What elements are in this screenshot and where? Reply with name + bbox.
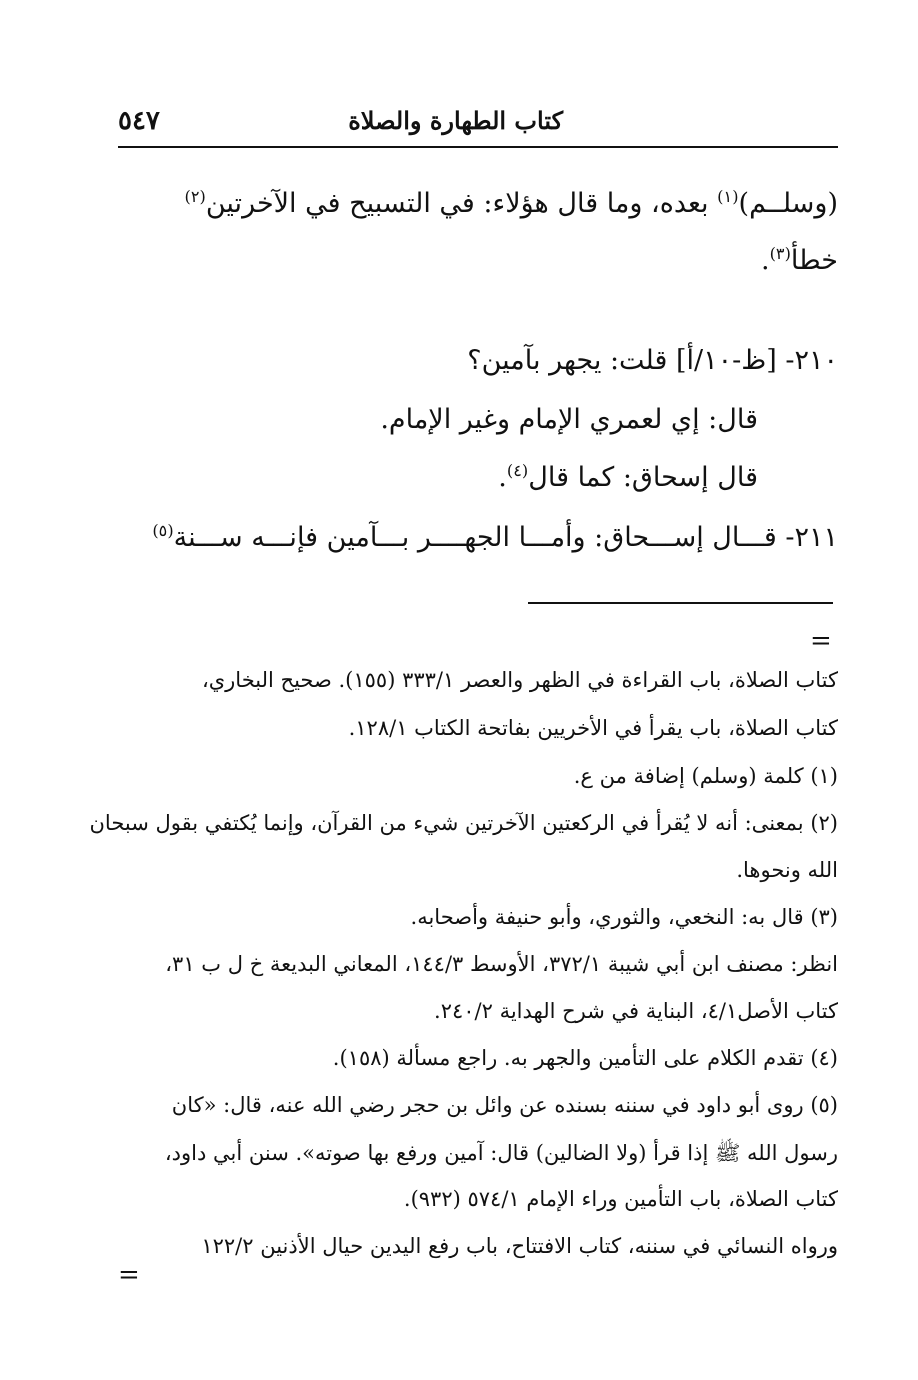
main-line-2: [118, 245, 838, 276]
footnote-3: (٣) قال به: النخعي، والثوري، وأبو حنيفة وأصحابه.: [410, 905, 838, 929]
text-fragment: (وسلــم): [738, 188, 838, 219]
text-fragment: .: [760, 245, 770, 276]
running-header: [118, 100, 838, 144]
footnote-5: (٥) روى أبو داود في سننه بسنده عن وائل بن حجر رضي الله عنه، قال: «كان: [171, 1093, 838, 1117]
main-line-1: [118, 188, 838, 219]
footnote-2-cont: الله ونحوها.: [736, 858, 838, 882]
footnote-ref-5: (٥): [152, 521, 174, 540]
page-number: ٥٤٧: [118, 106, 160, 136]
footnote-1: (١) كلمة (وسلم) إضافة من ع.: [573, 764, 838, 788]
footnote-3-cont: انظر: مصنف ابن أبي شيبة ٣٧٢/١، الأوسط ١٤٤/٣، المعاني البديعة خ ل ب ٣١،: [165, 952, 838, 976]
footnote-ref-3: (٣): [769, 244, 791, 263]
text-fragment: قال إسحاق: كما قال: [528, 462, 758, 493]
issue-210-answer: قال: إي لعمري الإمام وغير الإمام.: [380, 404, 758, 435]
footnote-separator: [528, 602, 833, 604]
issue-210-ishaq: [38, 462, 758, 493]
header-rule: [118, 146, 838, 148]
footnote-3-cont: كتاب الأصل٤/١، البناية في شرح الهداية ٢٤٠/٢.: [434, 999, 838, 1023]
continuation-mark-bottom: =: [118, 1260, 140, 1290]
text-fragment: بعده، وما قال هؤلاء: في التسبيح في الآخرتين: [205, 188, 718, 219]
footnote-5-cont: رسول الله ﷺ إذا قرأ (ولا الضالين) قال: آمين ورفع بها صوته». سنن أبي داود،: [164, 1141, 838, 1165]
text-fragment: .: [498, 462, 507, 493]
text-fragment: خطأ: [790, 245, 838, 276]
running-title: كتاب الطهارة والصلاة: [348, 106, 563, 135]
footnote-ref-4: (٤): [506, 461, 529, 480]
issue-211: [118, 522, 838, 553]
continuation-mark-top: =: [810, 626, 832, 656]
footnote-continuation-line: كتاب الصلاة، باب القراءة في الظهر والعصر ٣٣٣/١ (١٥٥). صحيح البخاري،: [201, 668, 838, 692]
footnote-continuation-line: كتاب الصلاة، باب يقرأ في الأخريين بفاتحة الكتاب ١٢٨/١.: [348, 716, 838, 740]
text-fragment: ٢١١- قـــال إســـحاق: وأمـــا الجهــــر بـــآمين فإنـــه ســـنة: [173, 522, 838, 553]
issue-210-question: ٢١٠- [ظ-١٠/أ] قلت: يجهر بآمين؟: [467, 345, 838, 376]
footnote-4: (٤) تقدم الكلام على التأمين والجهر به. راجع مسألة (١٥٨).: [332, 1046, 838, 1070]
footnote-ref-1: (١): [717, 187, 739, 206]
footnote-2: (٢) بمعنى: أنه لا يُقرأ في الركعتين الآخرتين شيء من القرآن، وإنما يُكتفي بقول سبحان: [89, 811, 838, 835]
footnote-ref-2: (٢): [184, 187, 206, 206]
footnote-5-cont: كتاب الصلاة، باب التأمين وراء الإمام ٥٧٤/١ (٩٣٢).: [403, 1187, 838, 1211]
footnote-5-cont: ورواه النسائي في سننه، كتاب الافتتاح، باب رفع اليدين حيال الأذنين ١٢٢/٢: [201, 1234, 838, 1258]
